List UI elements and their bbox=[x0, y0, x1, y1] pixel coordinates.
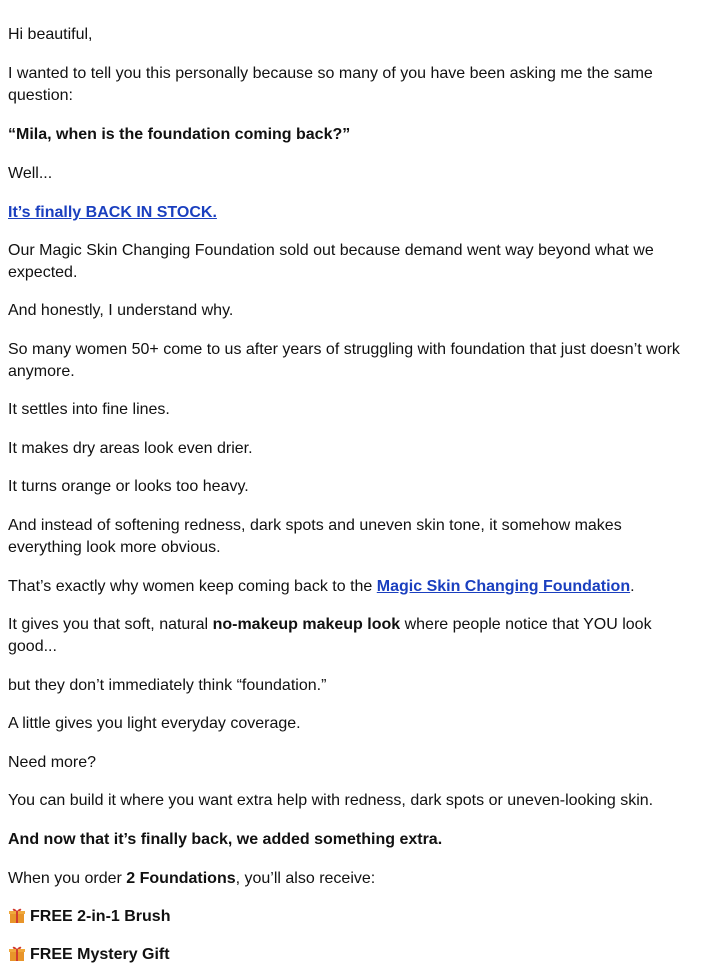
obvious-paragraph: And instead of softening redness, dark spots and uneven skin tone, it somehow makes everything look more obvious. bbox=[8, 517, 622, 556]
customer-question bbox=[8, 124, 350, 146]
coming-back-paragraph bbox=[8, 576, 708, 598]
gives-prefix: It gives you that soft, natural bbox=[8, 616, 213, 633]
orange-text: It turns orange or looks too heavy. bbox=[8, 478, 249, 495]
greeting: Hi beautiful, bbox=[8, 26, 93, 43]
added-extra-line bbox=[8, 829, 442, 851]
dry-areas-text: It makes dry areas look even drier. bbox=[8, 440, 253, 457]
gift-icon bbox=[8, 944, 26, 962]
gift-item-brush bbox=[8, 906, 170, 928]
sold-out-paragraph: Our Magic Skin Changing Foundation sold out because demand went way beyond what we expected. bbox=[8, 242, 654, 281]
understand-text: And honestly, I understand why. bbox=[8, 302, 234, 319]
build-paragraph: You can build it where you want extra help with redness, dark spots or uneven-looking skin. bbox=[8, 792, 654, 809]
back-in-stock-link[interactable]: It’s finally BACK IN STOCK. bbox=[8, 204, 217, 221]
gift-item-brush-text: FREE 2-in-1 Brush bbox=[30, 908, 171, 925]
not-foundation-text: but they don’t immediately think “foundation.” bbox=[8, 677, 327, 694]
product-link[interactable]: Magic Skin Changing Foundation bbox=[376, 578, 631, 595]
two-foundations-text: 2 Foundations bbox=[126, 870, 236, 887]
need-more-text: Need more? bbox=[8, 754, 97, 771]
added-extra-text: And now that it’s finally back, we added something extra. bbox=[8, 831, 443, 848]
order-paragraph bbox=[8, 868, 375, 890]
struggling-paragraph: So many women 50+ come to us after years of struggling with foundation that just doesn’t work anymore. bbox=[8, 341, 680, 380]
back-in-stock-line bbox=[8, 202, 217, 224]
order-suffix: , you’ll also receive: bbox=[235, 870, 376, 887]
little-coverage-text: A little gives you light everyday coverage. bbox=[8, 715, 301, 732]
coming-back-prefix: That’s exactly why women keep coming back to the bbox=[8, 578, 377, 595]
coming-back-suffix: . bbox=[630, 578, 635, 595]
order-prefix: When you order bbox=[8, 870, 127, 887]
fine-lines-text: It settles into fine lines. bbox=[8, 401, 170, 418]
gift-item-mystery-text: FREE Mystery Gift bbox=[30, 946, 170, 963]
gives-suffix: where people notice that YOU look good... bbox=[8, 616, 652, 655]
gives-paragraph bbox=[8, 614, 698, 658]
gift-icon bbox=[8, 906, 26, 924]
no-makeup-look-text: no-makeup makeup look bbox=[212, 616, 401, 633]
customer-question-text: “Mila, when is the foundation coming back?” bbox=[8, 126, 351, 143]
intro-paragraph: I wanted to tell you this personally because so many of you have been asking me the same question: bbox=[8, 65, 653, 104]
gift-item-mystery bbox=[8, 944, 170, 966]
well-text: Well... bbox=[8, 165, 53, 182]
